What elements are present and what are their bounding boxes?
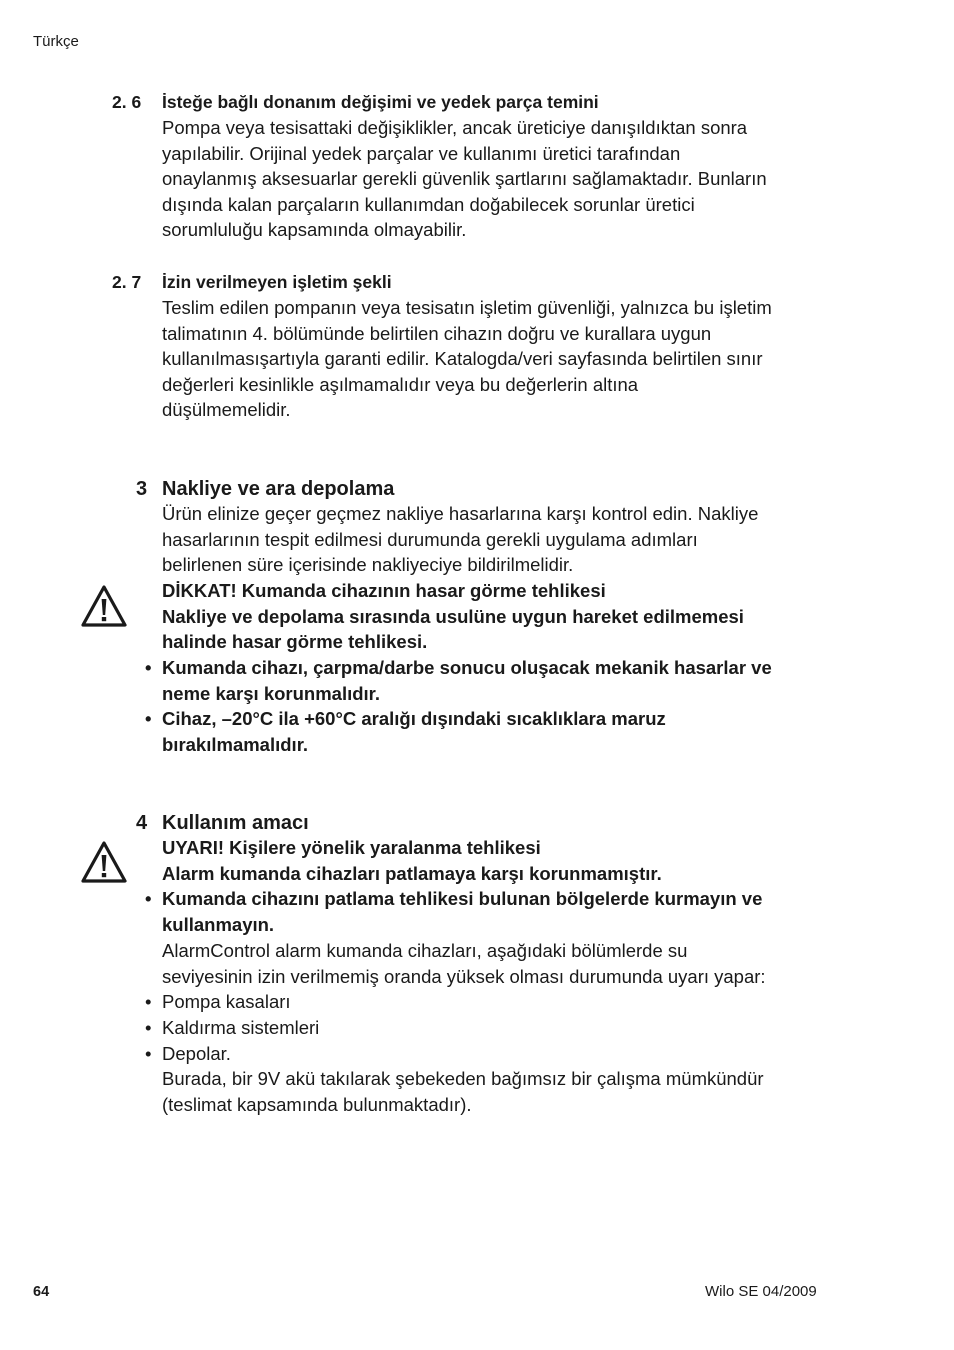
bullet-text: Kumanda cihazı, çarpma/darbe sonucu oluşacak mekanik hasarlar ve <box>162 657 772 678</box>
body-line: hasarlarının tespit edilmesi durumunda gerekli uygulama adımları <box>162 528 698 550</box>
section-3-title: Nakliye ve ara depolama <box>162 478 395 500</box>
bullet-text: Kaldırma sistemleri <box>162 1017 320 1038</box>
section-2-6-body <box>162 115 767 243</box>
body-line: yapılabilir. Orijinal yedek parçalar ve kullanımı üretici tarafından <box>162 142 681 164</box>
bullet: • <box>145 888 152 909</box>
bullet: • <box>145 1043 152 1064</box>
body-line: Ürün elinize geçer geçmez nakliye hasarlarına karşı kontrol edin. Nakliye <box>162 503 759 524</box>
list-item <box>145 706 666 757</box>
bullet: • <box>145 1017 152 1038</box>
warning-text: halinde hasar görme tehlikesi. <box>162 631 428 653</box>
section-3-warning <box>162 578 744 655</box>
bullet-text: kullanmayın. <box>162 913 275 935</box>
body-line: belirlenen süre içerisinde nakliyeciye bildirilmelidir. <box>162 554 574 576</box>
bullet-text: bırakılmamalıdır. <box>162 733 309 755</box>
body-line: onaylanmış aksesuarlar gerekli güvenlik şartlarını sağlamaktadır. Bunların <box>162 168 767 190</box>
body-line: seviyesinin izin verilmemiş oranda yüksek olması durumunda uyarı yapar: <box>162 965 766 987</box>
section-4-warning <box>162 835 662 886</box>
body-line: dışında kalan parçaların kullanımdan doğabilecek sorunlar üretici <box>162 193 695 215</box>
bullet-text: Pompa kasaları <box>162 991 291 1012</box>
bullet-text: neme karşı korunmalıdır. <box>162 682 380 704</box>
list-item <box>145 1041 231 1067</box>
document-language: Türkçe <box>33 33 79 50</box>
body-line: değerleri kesinlikle aşılmamalıdır veya bu değerlerin altına <box>162 373 639 395</box>
section-3-number: 3 <box>136 478 148 500</box>
warning-title: UYARI! Kişilere yönelik yaralanma tehlikesi <box>162 837 541 858</box>
list-item <box>145 655 772 706</box>
section-4-number: 4 <box>136 812 148 834</box>
section-4-title: Kullanım amacı <box>162 812 309 834</box>
bullet: • <box>145 708 152 729</box>
body-line: kullanılmasışartıyla garanti edilir. Katalogda/veri sayfasında belirtilen sınır <box>162 348 763 370</box>
list-item <box>145 989 291 1015</box>
bullet: • <box>145 991 152 1012</box>
body-line: Pompa veya tesisattaki değişiklikler, ancak üreticiye danışıldıktan sonra <box>162 117 748 138</box>
warning-triangle-icon <box>80 584 128 628</box>
body-line: talimatının 4. bölümünde belirtilen cihazın doğru ve kurallara uygun <box>162 322 712 344</box>
bullet-text: Depolar. <box>162 1043 231 1064</box>
warning-triangle-icon <box>80 840 128 884</box>
body-line: Burada, bir 9V akü takılarak şebekeden bağımsız bir çalışma mümkündür <box>162 1068 764 1089</box>
page-number: 64 <box>33 1284 50 1300</box>
publisher-date: Wilo SE 04/2009 <box>705 1283 817 1300</box>
body-line: (teslimat kapsamında bulunmaktadır). <box>162 1093 472 1115</box>
warning-text: Alarm kumanda cihazları patlamaya karşı korunmamıştır. <box>162 862 662 884</box>
section-2-6-title: İsteğe bağlı donanım değişimi ve yedek parça temini <box>162 92 599 112</box>
body-line: sorumluluğu kapsamında olmayabilir. <box>162 219 467 241</box>
body-line: Teslim edilen pompanın veya tesisatın işletim güvenliği, yalnızca bu işletim <box>162 297 772 318</box>
section-2-6-number: 2. 6 <box>112 92 142 112</box>
warning-text: Nakliye ve depolama sırasında usulüne uygun hareket edilmemesi <box>162 605 744 627</box>
section-2-7-number: 2. 7 <box>112 272 142 292</box>
section-2-7-body <box>162 295 772 423</box>
bullet-text: Kumanda cihazını patlama tehlikesi bulunan bölgelerde kurmayın ve <box>162 888 763 909</box>
section-3-body <box>162 501 758 578</box>
bullet: • <box>145 657 152 678</box>
list-item <box>145 1015 319 1041</box>
bullet-text: Cihaz, –20°C ila +60°C aralığı dışındaki sıcaklıklara maruz <box>162 708 666 729</box>
warning-title: DİKKAT! Kumanda cihazının hasar görme tehlikesi <box>162 580 606 601</box>
section-4-body <box>162 938 766 989</box>
section-2-7-title: İzin verilmeyen işletim şekli <box>162 272 392 292</box>
list-item <box>145 886 762 937</box>
body-line: AlarmControl alarm kumanda cihazları, aşağıdaki bölümlerde su <box>162 940 688 961</box>
section-4-closing <box>162 1066 764 1117</box>
body-line: düşülmemelidir. <box>162 399 291 421</box>
